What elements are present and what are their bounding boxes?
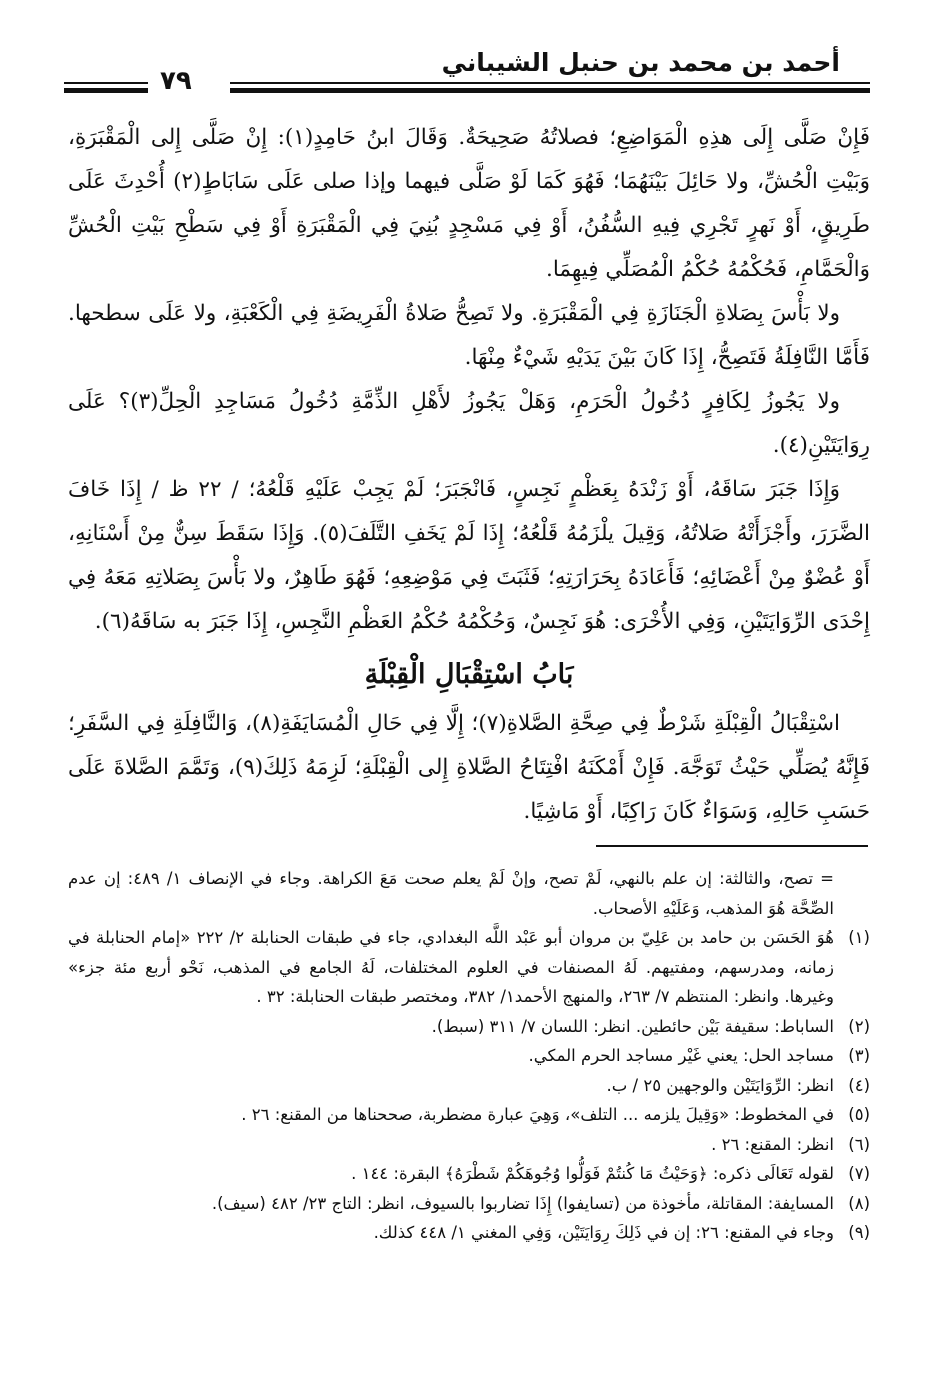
footnote — [68, 1071, 870, 1101]
header-rule-right-bottom — [230, 88, 870, 93]
section-heading: بَابُ اسْتِقْبَالِ الْقِبْلَةِ — [364, 659, 574, 690]
footnote — [68, 1218, 870, 1248]
paragraph: فَإِنْ صَلَّى إِلَى هذِهِ الْمَوَاضِعِ؛ فصلاتُهُ صَحِيحَةٌ. وَقَالَ ابنُ حَامِدٍ(١): إِنْ صَلَّى إِلى الْمَقْبَرَةِ، وَبَيْتِ الْحُشِّ، ولا حَائِلَ بَيْنَهُمَا؛ فَهُوَ كَمَا لَوْ صَلَّى فيهما وإذا صلى عَلَى سَابَاطٍ(٢) أُحْدِثَ عَلَى طَرِيقٍ، أَوْ نَهرٍ تَجْرِي فِيهِ السُّفُنُ، أَوْ فِي مَسْجِدٍ بُنِيَ فِي الْمَقْبَرَةِ أَوْ فِي سَطْحِ بَيْتِ الْحُشِّ وَالْحَمَّامِ، فَحُكْمُهُ حُكْمُ الْمُصَلِّي فِيهِمَا. — [68, 125, 870, 282]
footnotes — [68, 864, 870, 1248]
paragraph: اسْتِقْبَالُ الْقِبْلَةِ شَرْطٌ فِي صِحَّةِ الصَّلاةِ(٧)؛ إِلَّا فِي حَالِ الْمُسَايَفَةِ(٨)، وَالنَّافِلَةِ فِي السَّفَرِ؛ فَإِنَّهُ يُصَلِّي حَيْثُ تَوَجَّهَ. فَإِنْ أَمْكَنَهُ افْتِتَاحُ الصَّلاةِ إِلى الْقِبْلَةِ؛ لَزِمَهُ ذَلِكَ(٩)، وَتَمَّمَ الصَّلاةَ عَلَى حَسَبِ حَالِهِ، وَسَوَاءٌ كَانَ رَاكِبًا، أَوْ مَاشِيًا. — [68, 711, 870, 824]
paragraph: وَإِذَا جَبَرَ سَاقَهُ، أَوْ زَنْدَهُ بِعَظْمٍ نَجِسٍ، فَانْجَبَرَ؛ لَمْ يَجِبْ عَلَيْهِ قَلْعُهُ؛ / ٢٢ ظ / إِذَا خَافَ الضَّرَرَ، وأَجْزَأَتْهُ صَلاتُهُ، وَقِيلَ يلْزَمُهُ قَلْعُهُ؛ إِذَا لَمْ يَخَفِ التَّلَفَ(٥). وَإِذَا سَقَطَ سِنٌّ مِنْ أَسْنَانِهِ، أَوْ عُضْوٌ مِنْ أَعْضَائِهِ؛ فَأَعَادَهُ بِحَرَارَتِهِ؛ فَثَبَتَ فِي مَوْضِعِهِ؛ فَهُوَ طَاهِرٌ، ولا بَأْسَ بِصَلاتِهِ مَعَهُ فِي إِحْدَى الرِّوَايَتَيْنِ، وَفِي الأُخْرَى: هُوَ نَجِسٌ، وَحُكْمُهُ حُكْمُ العَظْمِ النَّجِسِ، إِذَا جَبَرَ به سَاقَهُ(٦). — [68, 477, 870, 634]
footnote — [68, 1012, 870, 1042]
footnote — [68, 1130, 870, 1160]
footnote-continuation: = تصح، والثالثة: إن علم بالنهي، لَمْ تصح، وإنْ لَمْ يعلم صحت مَعَ الكراهة. وجاء في الإنصاف ١/ ٤٨٩: إن عدم الصِّحَّة هُوَ المذهب، وَعَلَيْهِ الأصحاب. — [68, 869, 834, 918]
footnote — [68, 1041, 870, 1071]
page-number: ٧٩ — [160, 66, 192, 96]
main-text — [68, 116, 870, 834]
footnote-separator — [596, 845, 868, 847]
footnote — [68, 1189, 870, 1219]
footnote-text: الساباط: سقيفة بَيْن حائطين. انظر: اللسان ٧/ ٣١١ (سبط). — [431, 1016, 834, 1036]
footnote-number: (١) — [848, 928, 870, 947]
footnote-text: هُوَ الحَسَن بن حامد بن عَلِيّ بن مروان أبو عَبْد اللَّه البغدادي، جاء في طبقات الحنابلة ٢/ ٢٢٢ «إمام الحنابلة في زمانه، ومدرسهم، ومفتيهم. لَهُ المصنفات في العلوم المختلفات، لَهُ الجامع في المذهب، نَحْو أربع مئة جزء» وغيرها. وانظر: المنتظم ٧/ ٢٦٣، والمنهج الأحمد١/ ٣٨٢، ومختصر طبقات الحنابلة: ٣٢ . — [68, 928, 834, 1006]
footnote-number: (٢) — [848, 1016, 870, 1036]
footnote-number: (٥) — [848, 1105, 870, 1124]
running-title: أحمد بن محمد بن حنبل الشيباني — [441, 48, 840, 77]
header-rule-right-top — [230, 82, 870, 84]
header-rule-left-bottom — [64, 88, 148, 93]
footnote-text: لقوله تَعَالَى ذكره: ﴿وَحَيْثُ مَا كُنتُمْ فَوَلُّوا وُجُوهَكُمْ شَطْرَهُ﴾ البقرة: ١٤٤ . — [351, 1164, 834, 1183]
footnote-text: في المخطوط: «وَقِيلَ يلزمه ... التلف»، وَهِيَ عبارة مضطربة، صححناها من المقنع: ٢٦ . — [241, 1105, 834, 1124]
footnote-number: (٧) — [848, 1164, 870, 1183]
paragraph: ولا يَجُوزُ لِكَافِرٍ دُخُولُ الْحَرَمِ، وَهَلْ يَجُوزُ لأَهْلِ الذِّمَّةِ دُخُولُ مَسَاجِدِ الْحِلِّ(٣)؟ عَلَى رِوَايَتَيْنِ(٤). — [68, 389, 870, 458]
paragraph: ولا بَأْسَ بِصَلاةِ الْجَنَازَةِ فِي الْمَقْبَرَةِ. ولا تَصِحُّ صَلاةُ الْفَرِيضَةِ فِي الْكَعْبَةِ، ولا عَلَى سطحها. فَأَمَّا النَّافِلَةُ فَتَصِحُّ، إِذَا كَانَ بَيْنَ يَدَيْهِ شَيْءٌ مِنْهَا. — [68, 301, 870, 370]
footnote — [68, 1100, 870, 1130]
footnote-number: (٦) — [848, 1134, 870, 1154]
footnote — [68, 1159, 870, 1189]
header-rule-left-top — [64, 82, 148, 84]
footnote-text: انظر: الرِّوَايَتَيْن والوجهين ٢٥ / ب. — [606, 1075, 834, 1095]
footnote-text: المسايفة: المقاتلة، مأخوذة من (تسايفوا) إِذَا تضاربوا بالسيوف، انظر: التاج ٢٣/ ٤٨٢ (سيف). — [211, 1193, 834, 1213]
footnote-number: (٨) — [848, 1193, 870, 1213]
footnote-text: مساجد الحل: يعني غَيْر مساجد الحرم المكي. — [528, 1046, 834, 1065]
footnote-text: وجاء في المقنع: ٢٦: إن في ذَلِكَ رِوَايَتَيْن، وَفِي المغني ١/ ٤٤٨ كذلك. — [373, 1223, 834, 1242]
footnote-text: انظر: المقنع: ٢٦ . — [711, 1134, 834, 1154]
footnote-number: (٤) — [848, 1075, 870, 1095]
footnote-number: (٩) — [848, 1223, 870, 1242]
footnote — [68, 923, 870, 1012]
footnote-number: (٣) — [848, 1046, 870, 1065]
